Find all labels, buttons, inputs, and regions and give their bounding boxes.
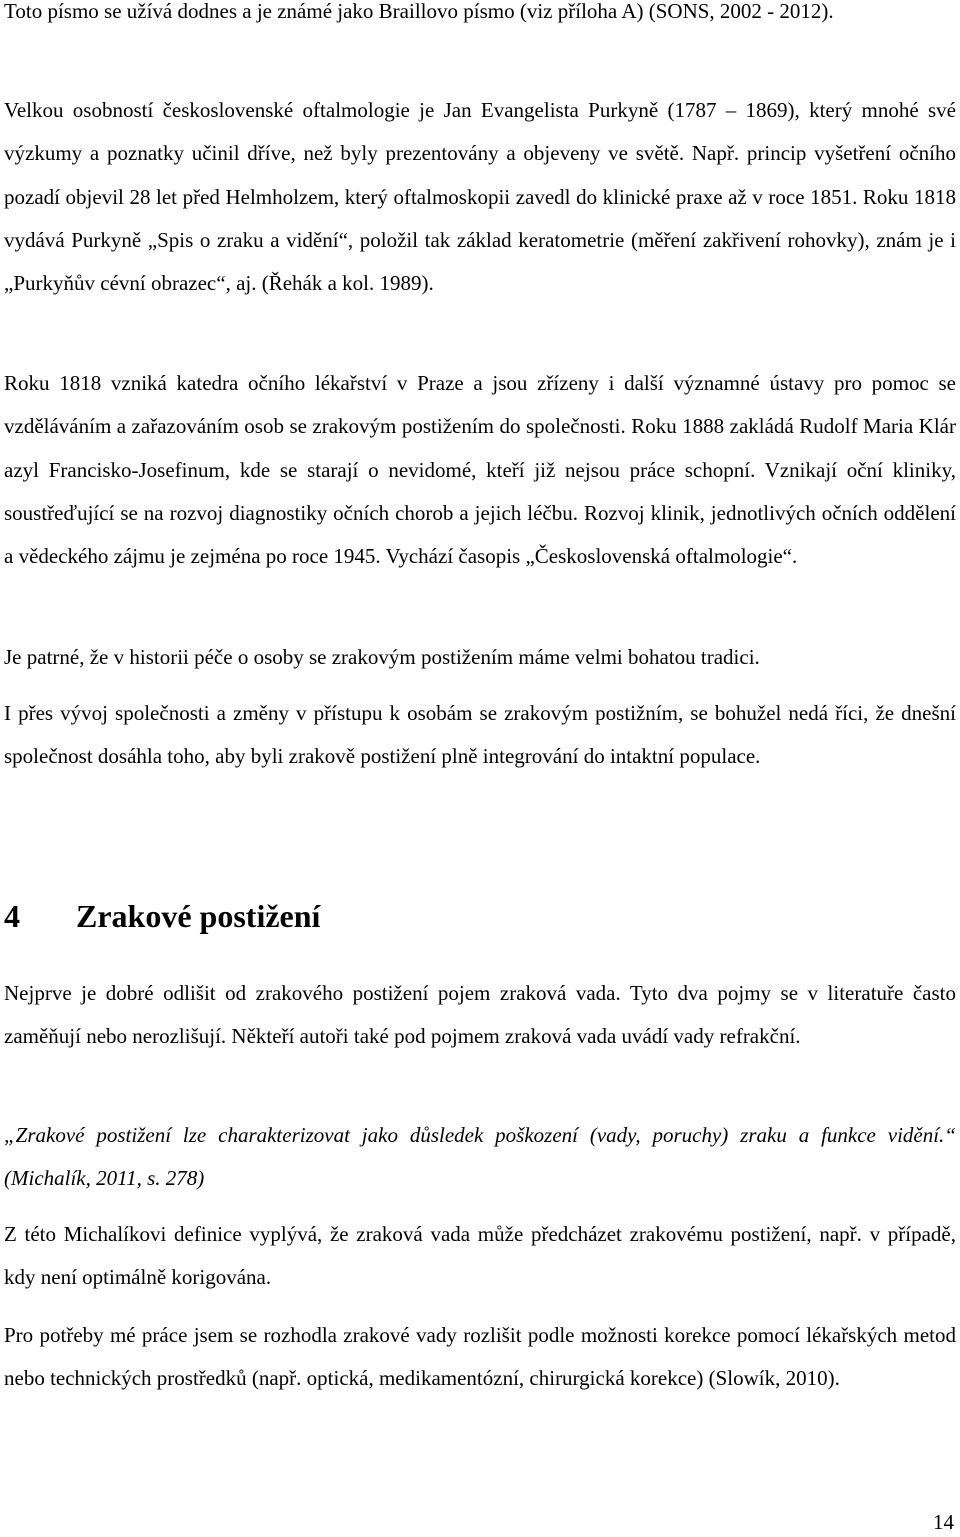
paragraph-visual-impairment-vs-defect: Nejprve je dobré odlišit od zrakového postižení pojem zraková vada. Tyto dva pojmy se v literatuře často zaměňují nebo nerozlišují. Někteří autoři také pod pojmem zraková vada uvádí vady refrakční. (4, 981, 956, 1049)
section-heading (4, 896, 956, 936)
paragraph-tradition: Je patrné, že v historii péče o osoby se zrakovým postižením máme velmi bohatou tradici. (4, 645, 760, 669)
paragraph-purkyne: Velkou osobností československé oftalmologie je Jan Evangelista Purkyně (1787 – 1869), který mnohé své výzkumy a poznatky učinil dříve, než byly prezentovány a objeveny ve světě. Např. princip vyšetření očního pozadí objevil 28 let před Helmholzem, který oftalmoskopii zavedl do klinické praxe až v roce 1851. Roku 1818 vydává Purkyně „Spis o zraku a vidění“, položil tak základ keratometrie (měření zakřivení rohovky), znám je i „Purkyňův cévní obrazec“, aj. (Řehák a kol. 1989). (4, 98, 956, 296)
section-number: 4 (4, 898, 20, 934)
paragraph-integration: I přes vývoj společnosti a změny v přístupu k osobám se zrakovým postižním, se bohužel nedá říci, že dnešní společnost dosáhla toho, aby byli zrakově postižení plně integrování do intaktní populace. (4, 701, 956, 769)
page-number: 14 (933, 1510, 954, 1534)
paragraph-eye-clinics-history: Roku 1818 vzniká katedra očního lékařství v Praze a jsou zřízeny i další významné ústavy pro pomoc se vzděláváním a zařazováním osob se zrakovým postižením do společnosti. Roku 1888 zakládá Rudolf Maria Klár azyl Francisko-Josefinum, kde se starají o nevidomé, kteří již nejsou práce schopní. Vznikají oční kliniky, soustřeďující se na rozvoj diagnostiky očních chorob a jejich léčbu. Rozvoj klinik, jednotlivých očních oddělení a vědeckého zájmu je zejména po roce 1945. Vychází časopis „Československá oftalmologie“. (4, 371, 956, 569)
paragraph-michalik-definition: Z této Michalíkovi definice vyplývá, že zraková vada může předcházet zrakovému postižení, např. v případě, kdy není optimálně korigována. (4, 1222, 956, 1290)
quote-michalik: „Zrakové postižení lze charakterizovat jako důsledek poškození (vady, poruchy) zraku a funkce vidění.“ (Michalík, 2011, s. 278) (4, 1123, 956, 1191)
section-title: Zrakové postižení (76, 898, 321, 934)
paragraph-braille: Toto písmo se užívá dodnes a je známé jako Braillovo písmo (viz příloha A) (SONS, 2002 - 2012). (4, 0, 834, 23)
paragraph-classification: Pro potřeby mé práce jsem se rozhodla zrakové vady rozlišit podle možnosti korekce pomocí lékařských metod nebo technických prostředků (např. optická, medikamentózní, chirurgická korekce) (Slowík, 2010). (4, 1323, 956, 1391)
